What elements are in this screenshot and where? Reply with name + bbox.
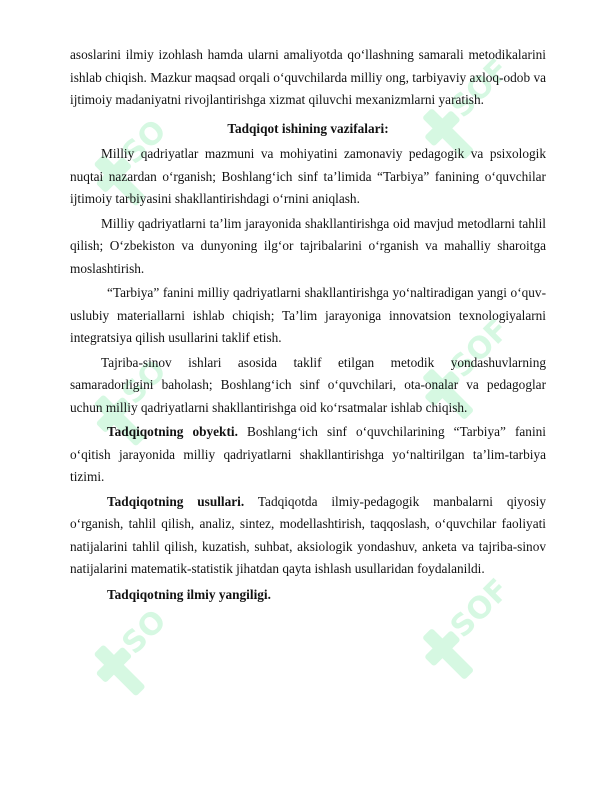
svg-text:SO: SO xyxy=(115,603,174,662)
task-paragraph-2: Milliy qadriyatlarni ta’lim jarayonida shakllantirishga oid mavjud metodlarni tahlil qilish; O‘zbekiston va dunyoning ilg‘or tajribalarini o‘rganish va mahalliy sharoitga moslashtirish. xyxy=(70,215,546,276)
svg-text:SOF: SOF xyxy=(443,572,517,645)
svg-text:SOF: SOF xyxy=(443,52,517,125)
methods-label: Tadqiqotning usullari. xyxy=(107,493,245,509)
svg-text:SO: SO xyxy=(115,113,174,172)
novelty-heading: Tadqiqotning ilmiy yangiligi. xyxy=(107,586,271,602)
tasks-heading: Tadqiqot ishining vazifalari: xyxy=(227,120,389,136)
svg-text:SO: SO xyxy=(115,353,174,412)
methods-paragraph xyxy=(70,491,546,581)
intro-paragraph: asoslarini ilmiy izohlash hamda ularni amaliyotda qo‘llashning samarali metodikalarini ishlab chiqish. Mazkur maqsad orqali o‘quvchilarda milliy ong, tarbiyaviy axloq-odob va ijtimoiy madaniyatni rivojlantirishga xizmat qiluvchi mexanizmlarni yaratish. xyxy=(70,47,546,107)
methods-text: Tadqiqotda ilmiy-pedagogik manbalarni qiyosiy o‘rganish, tahlil qilish, analiz, sintez, modellashtirish, taqqoslash, o‘quvchilar faoliyati natijalarini tahlil qilish, kuzatish, suhbat, aksiologik yondashuv, anketa va tajriba-sinov natijalarini matematik-statistik jihatdan qayta ishlash usullaridan foydalanildi. xyxy=(70,493,546,576)
object-paragraph xyxy=(70,421,546,489)
object-label: Tadqiqotning obyekti. xyxy=(107,424,238,439)
object-text: Boshlang‘ich sinf o‘quvchilarining “Tarbiya” fanini o‘qitish jarayonida milliy qadriyatlarni shakllantirishga yo‘naltirilgan ta’lim-tarbiya tizimi. xyxy=(70,424,546,484)
task-paragraph-1: Milliy qadriyatlar mazmuni va mohiyatini zamonaviy pedagogik va psixologik nuqtai nazardan o‘rganish; Boshlang‘ich sinf ta’limida “Tarbiya” fanining o‘quvchilar ijtimoiy tarbiyasini shakllantirishdagi o‘rnini aniqlash. xyxy=(70,146,546,206)
document-body xyxy=(70,44,546,606)
svg-text:SOF: SOF xyxy=(443,312,517,385)
task-paragraph-4: Tajriba-sinov ishlari asosida taklif etilgan metodik yondashuvlarning samaradorligini baholash; Boshlang‘ich sinf o‘quvchilari, ota-onalar va pedagoglar uchun milliy qadriyatlarni shakllantirishga oid ko‘rsatmalar ishlab chiqish. xyxy=(70,354,546,415)
task-paragraph-3: “Tarbiya” fanini milliy qadriyatlarni shakllantirishga yo‘naltiradigan yangi o‘quv-uslubiy materiallarni ishlab chiqish; Ta’lim jarayoniga innovatsion texnologiyalarni integratsiya qilish usullarini taklif etish. xyxy=(70,285,546,345)
